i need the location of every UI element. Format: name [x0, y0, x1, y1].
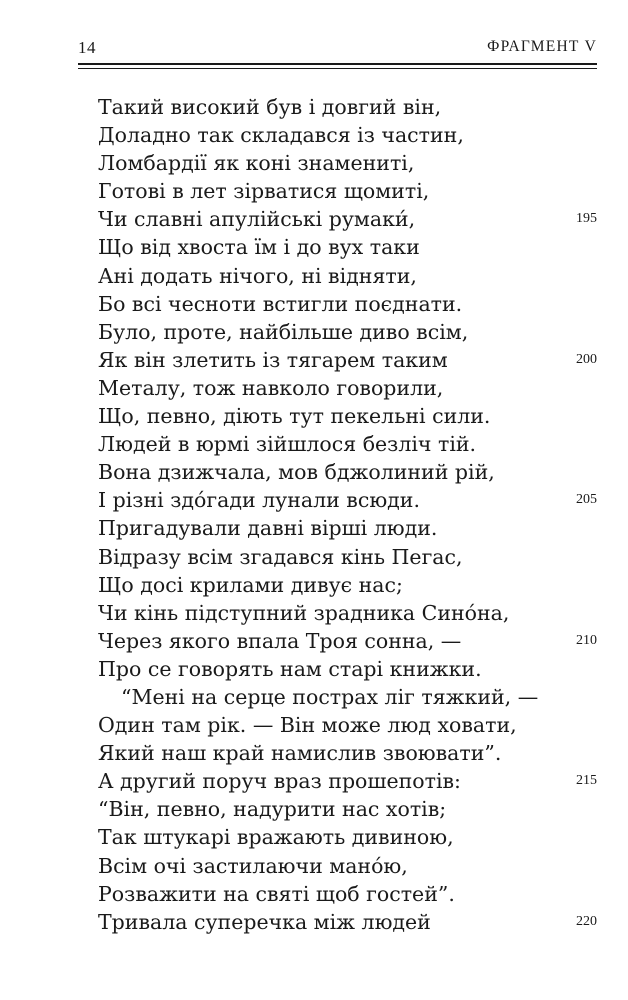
verse-line — [0, 346, 628, 374]
verse-line — [0, 852, 628, 880]
verse-line — [0, 402, 628, 430]
verse-line — [0, 318, 628, 346]
verse-line — [0, 627, 628, 655]
line-number: 205 — [576, 492, 597, 508]
verse-text: Тривала суперечка між людей — [98, 909, 431, 934]
line-number: 215 — [576, 773, 597, 789]
verse-text: Ломбардії як коні знамениті, — [98, 151, 415, 176]
verse-text: Такий високий був і довгий він, — [98, 95, 442, 119]
verse-line — [0, 571, 628, 599]
header-rule-thin — [78, 68, 597, 69]
verse-line — [0, 795, 628, 823]
verse-line — [0, 121, 628, 149]
verse-text: Готові в лет зірватися щомиті, — [98, 179, 430, 204]
verse-text: Було, проте, найбільше диво всім, — [98, 319, 469, 344]
verse-text: Про се говорять нам старі книжки. — [98, 656, 482, 681]
verse-text: Вона дзижчала, мов бджолиний рій, — [98, 460, 495, 485]
verse-text: Через якого впала Троя сонна, — — [98, 628, 462, 653]
verse-text: Бо всі чесноти встигли поєднати. — [98, 291, 463, 316]
verse-line — [0, 599, 628, 627]
verse-line — [0, 262, 628, 290]
line-number: 220 — [576, 913, 597, 929]
verse-line — [0, 177, 628, 205]
verse-line — [0, 823, 628, 851]
verse-text: Доладно так складався із частин, — [98, 123, 464, 148]
verse-text: Чи славні апулійські румаки́, — [98, 207, 416, 232]
verse-text: Так штукарі вражають дивиною, — [98, 825, 454, 850]
verse-line — [0, 543, 628, 571]
verse-text: А другий поруч враз прошепотів: — [98, 769, 461, 794]
verse-text: Чи кінь підступний зрадника Сино́на, — [98, 600, 510, 625]
verse-text: Розважити на святі щоб гостей”. — [98, 881, 455, 906]
verse-line — [0, 149, 628, 177]
verse-line — [0, 655, 628, 683]
verse-line — [0, 374, 628, 402]
verse-line — [0, 880, 628, 908]
verse-line — [0, 711, 628, 739]
line-number: 200 — [576, 351, 597, 367]
verse-line — [0, 430, 628, 458]
verse-text: Людей в юрмі зійшлося безліч тій. — [98, 432, 477, 457]
verse-text: Що, певно, діють тут пекельні сили. — [98, 404, 491, 429]
verse-text: І різні здо́гади лунали всюди. — [98, 488, 420, 513]
line-number: 210 — [576, 632, 597, 648]
verse-text: Пригадували давні вірші люди. — [98, 516, 438, 541]
running-head: ФРАГМЕНТ V — [487, 38, 597, 55]
verse-line — [0, 290, 628, 318]
verse-text: Металу, тож навколо говорили, — [98, 375, 444, 400]
verse-line — [0, 767, 628, 795]
line-number: 195 — [576, 211, 597, 227]
poem-body — [0, 93, 628, 936]
header-rule-thick — [78, 63, 597, 65]
verse-text: Що від хвоста їм і до вух таки — [98, 235, 420, 260]
verse-line — [0, 739, 628, 767]
verse-text: Ані додать нічого, ні відняти, — [98, 263, 417, 288]
verse-line — [0, 233, 628, 261]
verse-text: “Мені на серце пострах ліг тяжкий, — — [121, 684, 539, 709]
verse-text: Що досі крилами дивує нас; — [98, 572, 403, 597]
verse-text: Один там рік. — Він може люд ховати, — [98, 713, 517, 738]
verse-line — [0, 908, 628, 936]
verse-line — [0, 458, 628, 486]
verse-text: Як він злетить із тягарем таким — [98, 347, 448, 372]
verse-line — [0, 486, 628, 514]
verse-text: “Він, певно, надурити нас хотів; — [98, 797, 447, 822]
verse-text: Відразу всім згадався кінь Пегас, — [98, 544, 463, 569]
verse-line — [0, 514, 628, 542]
page-number: 14 — [78, 38, 96, 57]
verse-line — [0, 205, 628, 233]
verse-line — [0, 683, 628, 711]
verse-text: Який наш край намислив звоювати”. — [98, 741, 502, 766]
verse-line — [0, 93, 628, 121]
verse-text: Всім очі застилаючи мано́ю, — [98, 853, 408, 878]
